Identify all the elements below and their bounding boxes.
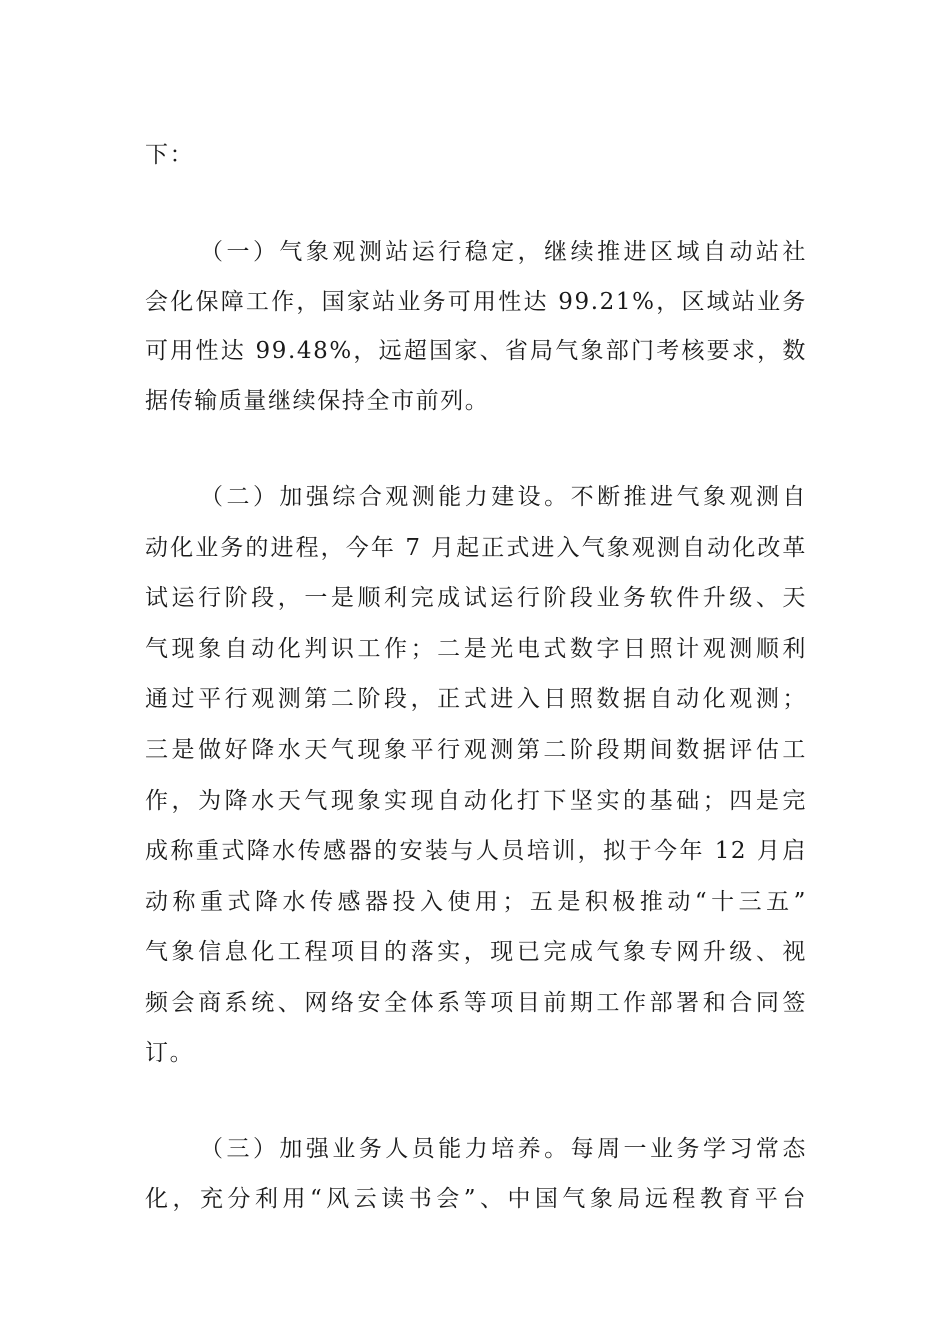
paragraph-2-line: 动称重式降水传感器投入使用；五是积极推动“十三五” (145, 889, 807, 915)
paragraph-2-line: （二）加强综合观测能力建设。不断推进气象观测自 (200, 484, 807, 510)
paragraph-3-line: 化，充分利用“风云读书会”、中国气象局远程教育平台 (145, 1186, 807, 1212)
paragraph-1-line: 可用性达 99.48%，远超国家、省局气象部门考核要求，数 (145, 338, 807, 364)
paragraph-2-line: 三是做好降水天气现象平行观测第二阶段期间数据评估工 (145, 737, 807, 763)
text-line: 下： (145, 142, 195, 168)
paragraph-3-line: （三）加强业务人员能力培养。每周一业务学习常态 (200, 1136, 807, 1162)
paragraph-2-line: 频会商系统、网络安全体系等项目前期工作部署和合同签 (145, 990, 807, 1016)
paragraph-1-line: 会化保障工作，国家站业务可用性达 99.21%，区域站业务 (145, 289, 807, 315)
paragraph-2-line: 作，为降水天气现象实现自动化打下坚实的基础；四是完 (145, 788, 807, 814)
paragraph-1-line: 据传输质量继续保持全市前列。 (145, 388, 490, 414)
paragraph-2-line: 气现象自动化判识工作；二是光电式数字日照计观测顺利 (145, 636, 807, 662)
paragraph-2-line: 订。 (145, 1040, 195, 1066)
paragraph-2-line: 气象信息化工程项目的落实，现已完成气象专网升级、视 (145, 939, 807, 965)
paragraph-2-line: 试运行阶段，一是顺利完成试运行阶段业务软件升级、天 (145, 585, 807, 611)
paragraph-2-line: 通过平行观测第二阶段，正式进入日照数据自动化观测； (145, 686, 807, 712)
paragraph-2-line: 成称重式降水传感器的安装与人员培训，拟于今年 12 月启 (145, 838, 807, 864)
paragraph-1-line: （一）气象观测站运行稳定，继续推进区域自动站社 (200, 239, 807, 265)
paragraph-2-line: 动化业务的进程，今年 7 月起正式进入气象观测自动化改革 (145, 535, 807, 561)
